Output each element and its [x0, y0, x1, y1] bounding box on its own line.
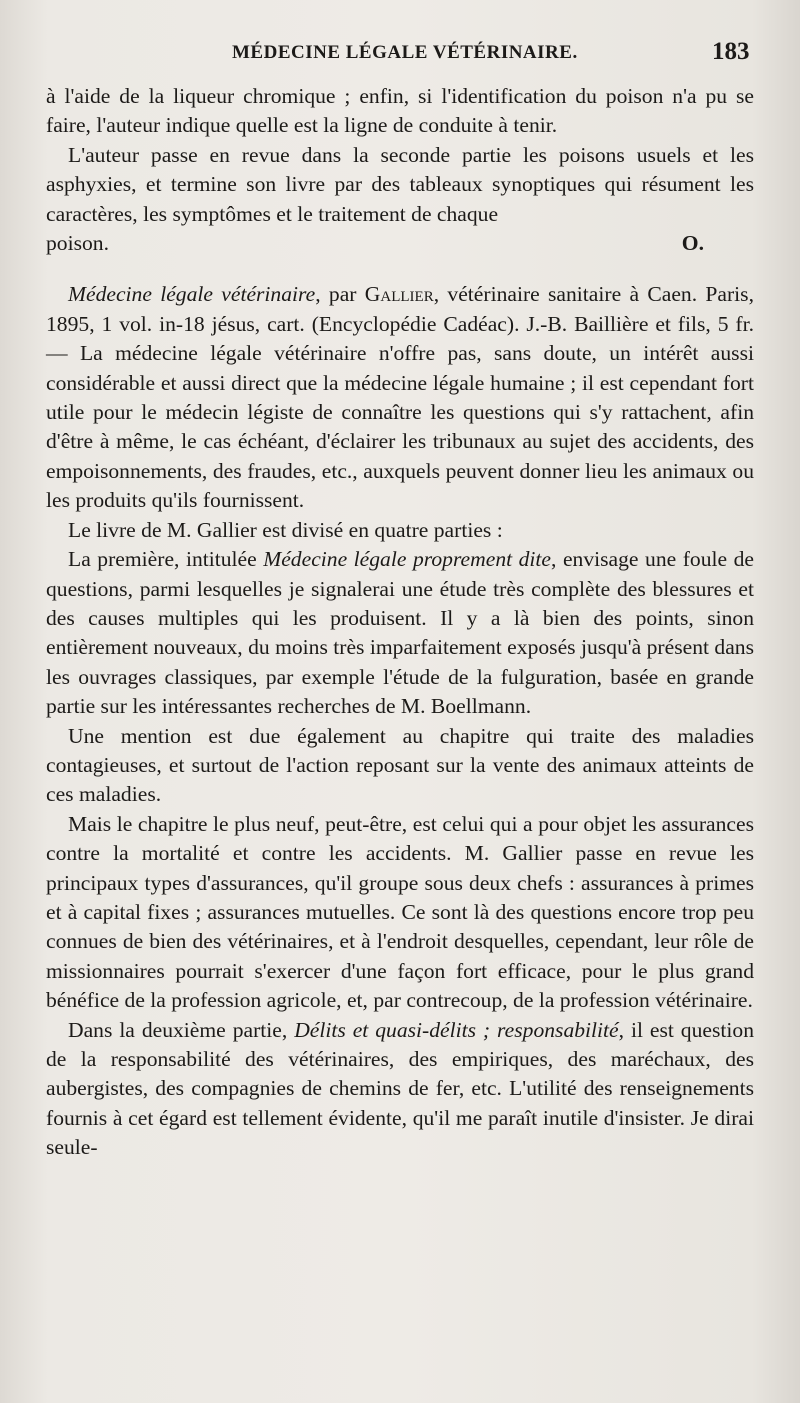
paragraph-1: à l'aide de la liqueur chromique ; enfin, si l'identification du poison n'a pu se faire, l'auteur indique quelle est la ligne de conduite à tenir. [46, 84, 754, 138]
paragraph-3-by: , par [315, 282, 365, 307]
paragraph-2: L'auteur passe en revue dans la seconde partie les poisons usuels et les asphyxies, et termine son livre par des tableaux synoptiques qui résument les caractères, les symptômes et le traitement de chaque [46, 142, 754, 226]
paragraph-8-rest: , il est question de la responsabilité des vétérinaires, des empiriques, des maréchaux, des aubergistes, des compagnies de chemins de fer, etc. L'utilité des renseignements fournis à cet égard est tellement évidente, qu'il me paraît inutile d'insister. Je dirai seule- [46, 1017, 754, 1160]
review-signature: O. [681, 231, 704, 256]
paragraph-6: Une mention est due également au chapitre qui traite des maladies contagieuses, et surtout de l'action reposant sur la vente des animaux atteints de ces maladies. [46, 723, 754, 807]
paragraph-2-end: poison. [46, 231, 109, 256]
running-title: MÉDECINE LÉGALE VÉTÉRINAIRE. [232, 42, 578, 63]
part-one-title: Médecine légale proprement dite [263, 547, 552, 572]
paragraph-3 [46, 280, 754, 515]
paragraph-3-rest: , vétérinaire sanitaire à Caen. Paris, 1895, 1 vol. in-18 jésus, cart. (Encyclopédie Cadéac). J.-B. Baillière et fils, 5 fr. — La médecine légale vétérinaire n'offre pas, sans doute, un intérêt aussi considérable et aussi direct que la médecine légale humaine ; il est cependant fort utile pour le médecin légiste de connaître les questions qui s'y rattachent, afin d'être à même, le cas échéant, d'éclairer les tribunaux au sujet des accidents, des empoisonnements, des fraudes, etc., auxquels peuvent donner lieu les animaux ou les produits qu'ils fournissent. [46, 282, 754, 513]
paragraph-5-rest: , envisage une foule de questions, parmi lesquelles je signalerai une étude très complète des blessures et des causes multiples qui les produisent. Il y a là bien des points, sinon entièrement nouveaux, du moins très imparfaitement exposés jusqu'à présent dans les ouvrages classiques, par exemple l'étude de la fulguration, basée en grande partie sur les intéressantes recherches de M. Boellmann. [46, 547, 754, 719]
paragraph-5 [46, 545, 754, 721]
paragraph-2-last-line [46, 229, 754, 258]
paragraph-8 [46, 1016, 754, 1163]
paragraph-8-start: Dans la deuxième partie, [68, 1017, 295, 1042]
page-number: 183 [712, 38, 750, 65]
body-text [46, 82, 754, 1163]
paragraph-7: Mais le chapitre le plus neuf, peut-être, est celui qui a pour objet les assurances contre la mortalité et contre les accidents. M. Gallier passe en revue les principaux types d'assurances, qu'il groupe sous deux chefs : assurances à primes et à capital fixes ; assurances mutuelles. Ce sont là des questions encore trop peu connues de bien des vétérinaires, et à l'endroit desquelles, cependant, leur rôle de missionnaires pourrait s'exercer d'une façon fort efficace, pour le plus grand bénéfice de la profession agricole, et, par contrecoup, de la profession vétérinaire. [46, 811, 754, 1013]
page-header [0, 38, 800, 78]
paragraph-4: Le livre de M. Gallier est divisé en quatre parties : [68, 517, 503, 542]
book-title: Médecine légale vétérinaire [68, 282, 316, 307]
paragraph-5-start: La première, intitulée [68, 547, 264, 572]
author-name: Gallier [364, 282, 434, 307]
part-two-title: Délits et quasi-délits ; responsabilité [294, 1017, 619, 1042]
